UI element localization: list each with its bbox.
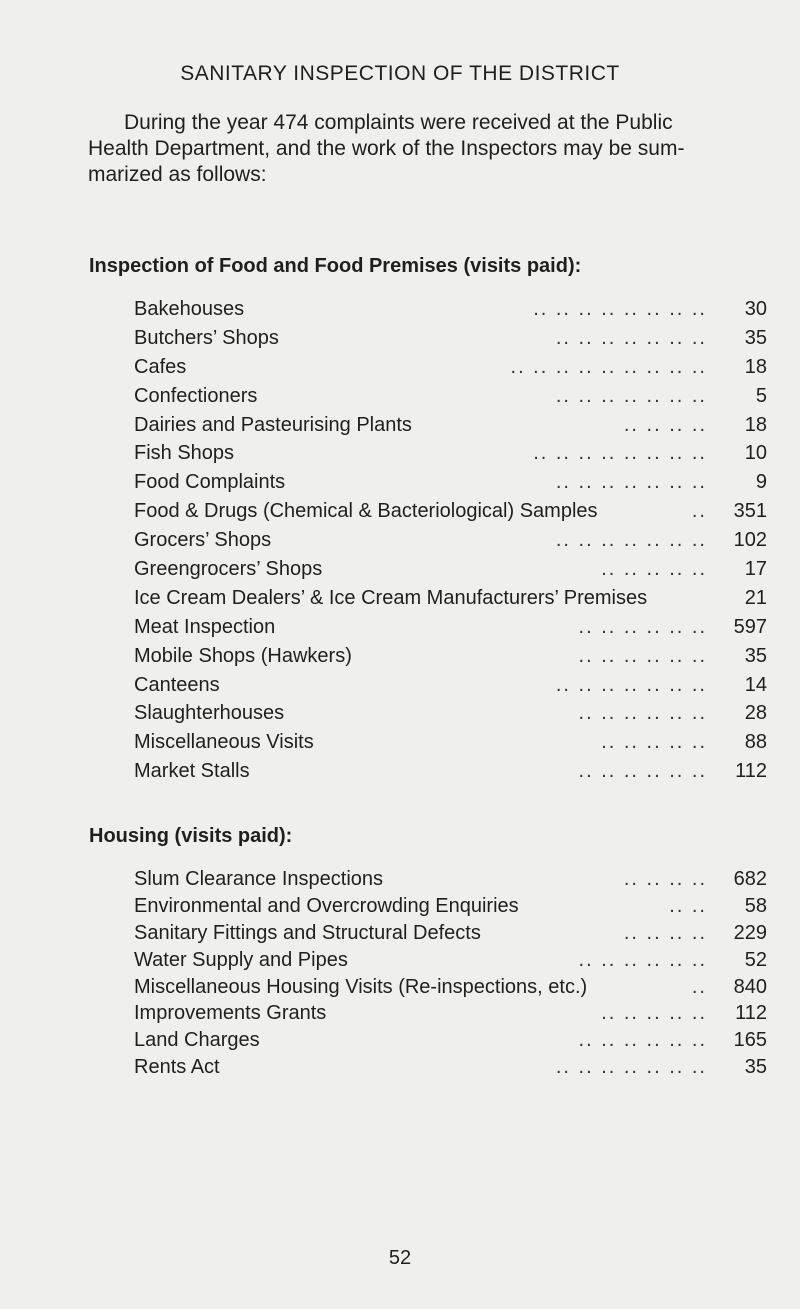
housing-section-heading: Housing (visits paid): (89, 825, 293, 847)
list-item (134, 947, 767, 974)
item-label: Canteens (134, 673, 220, 696)
intro-line: marized as follows: (88, 163, 267, 186)
list-item (134, 468, 767, 497)
item-count: 88 (744, 731, 767, 754)
list-item (134, 699, 767, 728)
list-item (134, 728, 767, 757)
item-count: 58 (744, 894, 767, 917)
list-item (134, 497, 767, 526)
leader-dots: .. .. .. .. .. .. .. (555, 471, 707, 494)
leader-dots: .. (691, 500, 707, 523)
list-item (134, 526, 767, 555)
item-count: 17 (744, 558, 767, 581)
intro-line: Health Department, and the work of the Inspectors may be sum- (88, 137, 685, 160)
leader-dots: .. .. .. .. (623, 921, 707, 944)
list-item (134, 555, 767, 584)
item-count: 229 (733, 921, 767, 944)
leader-dots: .. .. .. .. .. .. .. .. .. (510, 355, 707, 378)
leader-dots: .. .. .. .. .. (601, 731, 707, 754)
item-count: 35 (744, 644, 767, 667)
leader-dots: .. .. (669, 894, 707, 917)
leader-dots: .. .. .. .. .. .. .. (555, 1056, 707, 1079)
list-item (134, 295, 767, 324)
item-count: 351 (733, 500, 767, 523)
leader-dots: .. .. .. .. .. .. .. (555, 673, 707, 696)
leader-dots: .. .. .. .. .. .. (578, 615, 707, 638)
housing-visits-list (134, 866, 767, 1081)
item-label: Dairies and Pasteurising Plants (134, 413, 412, 436)
food-inspection-list (134, 295, 767, 786)
list-item (134, 893, 767, 920)
leader-dots: .. .. .. .. .. .. (578, 1029, 707, 1052)
list-item (134, 974, 767, 1001)
list-item (134, 411, 767, 440)
leader-dots: .. .. .. .. .. .. .. (555, 326, 707, 349)
list-item (134, 382, 767, 411)
item-label: Improvements Grants (134, 1002, 327, 1025)
leader-dots: .. .. .. .. .. .. .. .. (533, 298, 707, 320)
item-count: 18 (744, 355, 767, 378)
leader-dots: .. .. .. .. .. .. (578, 644, 707, 667)
item-count: 30 (744, 298, 767, 320)
item-count: 28 (744, 702, 767, 725)
item-count: 5 (755, 384, 767, 407)
item-label: Environmental and Overcrowding Enquiries (134, 894, 519, 917)
item-label: Mobile Shops (Hawkers) (134, 644, 352, 667)
item-label: Ice Cream Dealers’ & Ice Cream Manufacturers’ Premises (134, 586, 648, 609)
leader-dots: .. .. .. .. .. .. .. (555, 529, 707, 552)
list-item (134, 866, 767, 893)
list-item (134, 439, 767, 468)
list-item (134, 1027, 767, 1054)
item-label: Cafes (134, 355, 187, 378)
item-label: Market Stalls (134, 760, 250, 783)
leader-dots: .. .. .. .. .. (601, 1002, 707, 1025)
item-label: Miscellaneous Housing Visits (Re-inspections, etc.) (134, 975, 588, 998)
item-label: Grocers’ Shops (134, 529, 272, 552)
item-count: 597 (733, 615, 767, 638)
item-count: 14 (744, 673, 767, 696)
item-count: 165 (733, 1029, 767, 1052)
item-count: 840 (733, 975, 767, 998)
item-label: Food Complaints (134, 471, 286, 494)
item-label: Meat Inspection (134, 615, 276, 638)
list-item (134, 613, 767, 642)
item-label: Bakehouses (134, 298, 245, 320)
intro-paragraph (88, 110, 718, 188)
leader-dots: .. .. .. .. .. .. .. .. (533, 442, 707, 465)
item-label: Sanitary Fittings and Structural Defects (134, 921, 481, 944)
list-item (134, 324, 767, 353)
item-count: 18 (744, 413, 767, 436)
leader-dots: .. .. .. .. .. .. (578, 760, 707, 783)
page-title: SANITARY INSPECTION OF THE DISTRICT (180, 62, 620, 85)
item-count: 102 (733, 529, 767, 552)
leader-dots: .. .. .. .. .. .. (578, 702, 707, 725)
leader-dots: .. .. .. .. .. .. .. (555, 384, 707, 407)
leader-dots: .. .. .. .. .. .. (578, 948, 707, 971)
list-item (134, 642, 767, 671)
item-count: 9 (755, 471, 767, 494)
item-label: Fish Shops (134, 442, 235, 465)
item-label: Food & Drugs (Chemical & Bacteriological) Samples (134, 500, 598, 523)
leader-dots: .. .. .. .. (623, 868, 707, 890)
item-count: 52 (744, 948, 767, 971)
item-count: 682 (733, 868, 767, 890)
item-count: 112 (735, 1002, 767, 1025)
item-label: Water Supply and Pipes (134, 948, 348, 971)
item-count: 35 (744, 326, 767, 349)
item-label: Greengrocers’ Shops (134, 558, 323, 581)
item-label: Confectioners (134, 384, 258, 407)
leader-dots: .. .. .. .. (623, 413, 707, 436)
food-section-heading: Inspection of Food and Food Premises (visits paid): (89, 255, 582, 277)
item-label: Land Charges (134, 1029, 260, 1052)
list-item (134, 671, 767, 700)
item-count: 21 (744, 586, 767, 609)
list-item (134, 353, 767, 382)
list-item (134, 584, 767, 613)
item-count: 112 (735, 760, 767, 783)
item-label: Miscellaneous Visits (134, 731, 314, 754)
leader-dots: .. (691, 975, 707, 998)
list-item (134, 920, 767, 947)
list-item (134, 1054, 767, 1081)
list-item (134, 1000, 767, 1027)
item-label: Slaughterhouses (134, 702, 285, 725)
list-item (134, 757, 767, 786)
item-count: 35 (744, 1056, 767, 1079)
intro-line: During the year 474 complaints were received at the Public (124, 111, 673, 134)
leader-dots: .. .. .. .. .. (601, 558, 707, 581)
item-label: Butchers’ Shops (134, 326, 279, 349)
item-label: Slum Clearance Inspections (134, 868, 384, 890)
item-count: 10 (744, 442, 767, 465)
item-label: Rents Act (134, 1056, 220, 1079)
page-number: 52 (388, 1247, 412, 1269)
